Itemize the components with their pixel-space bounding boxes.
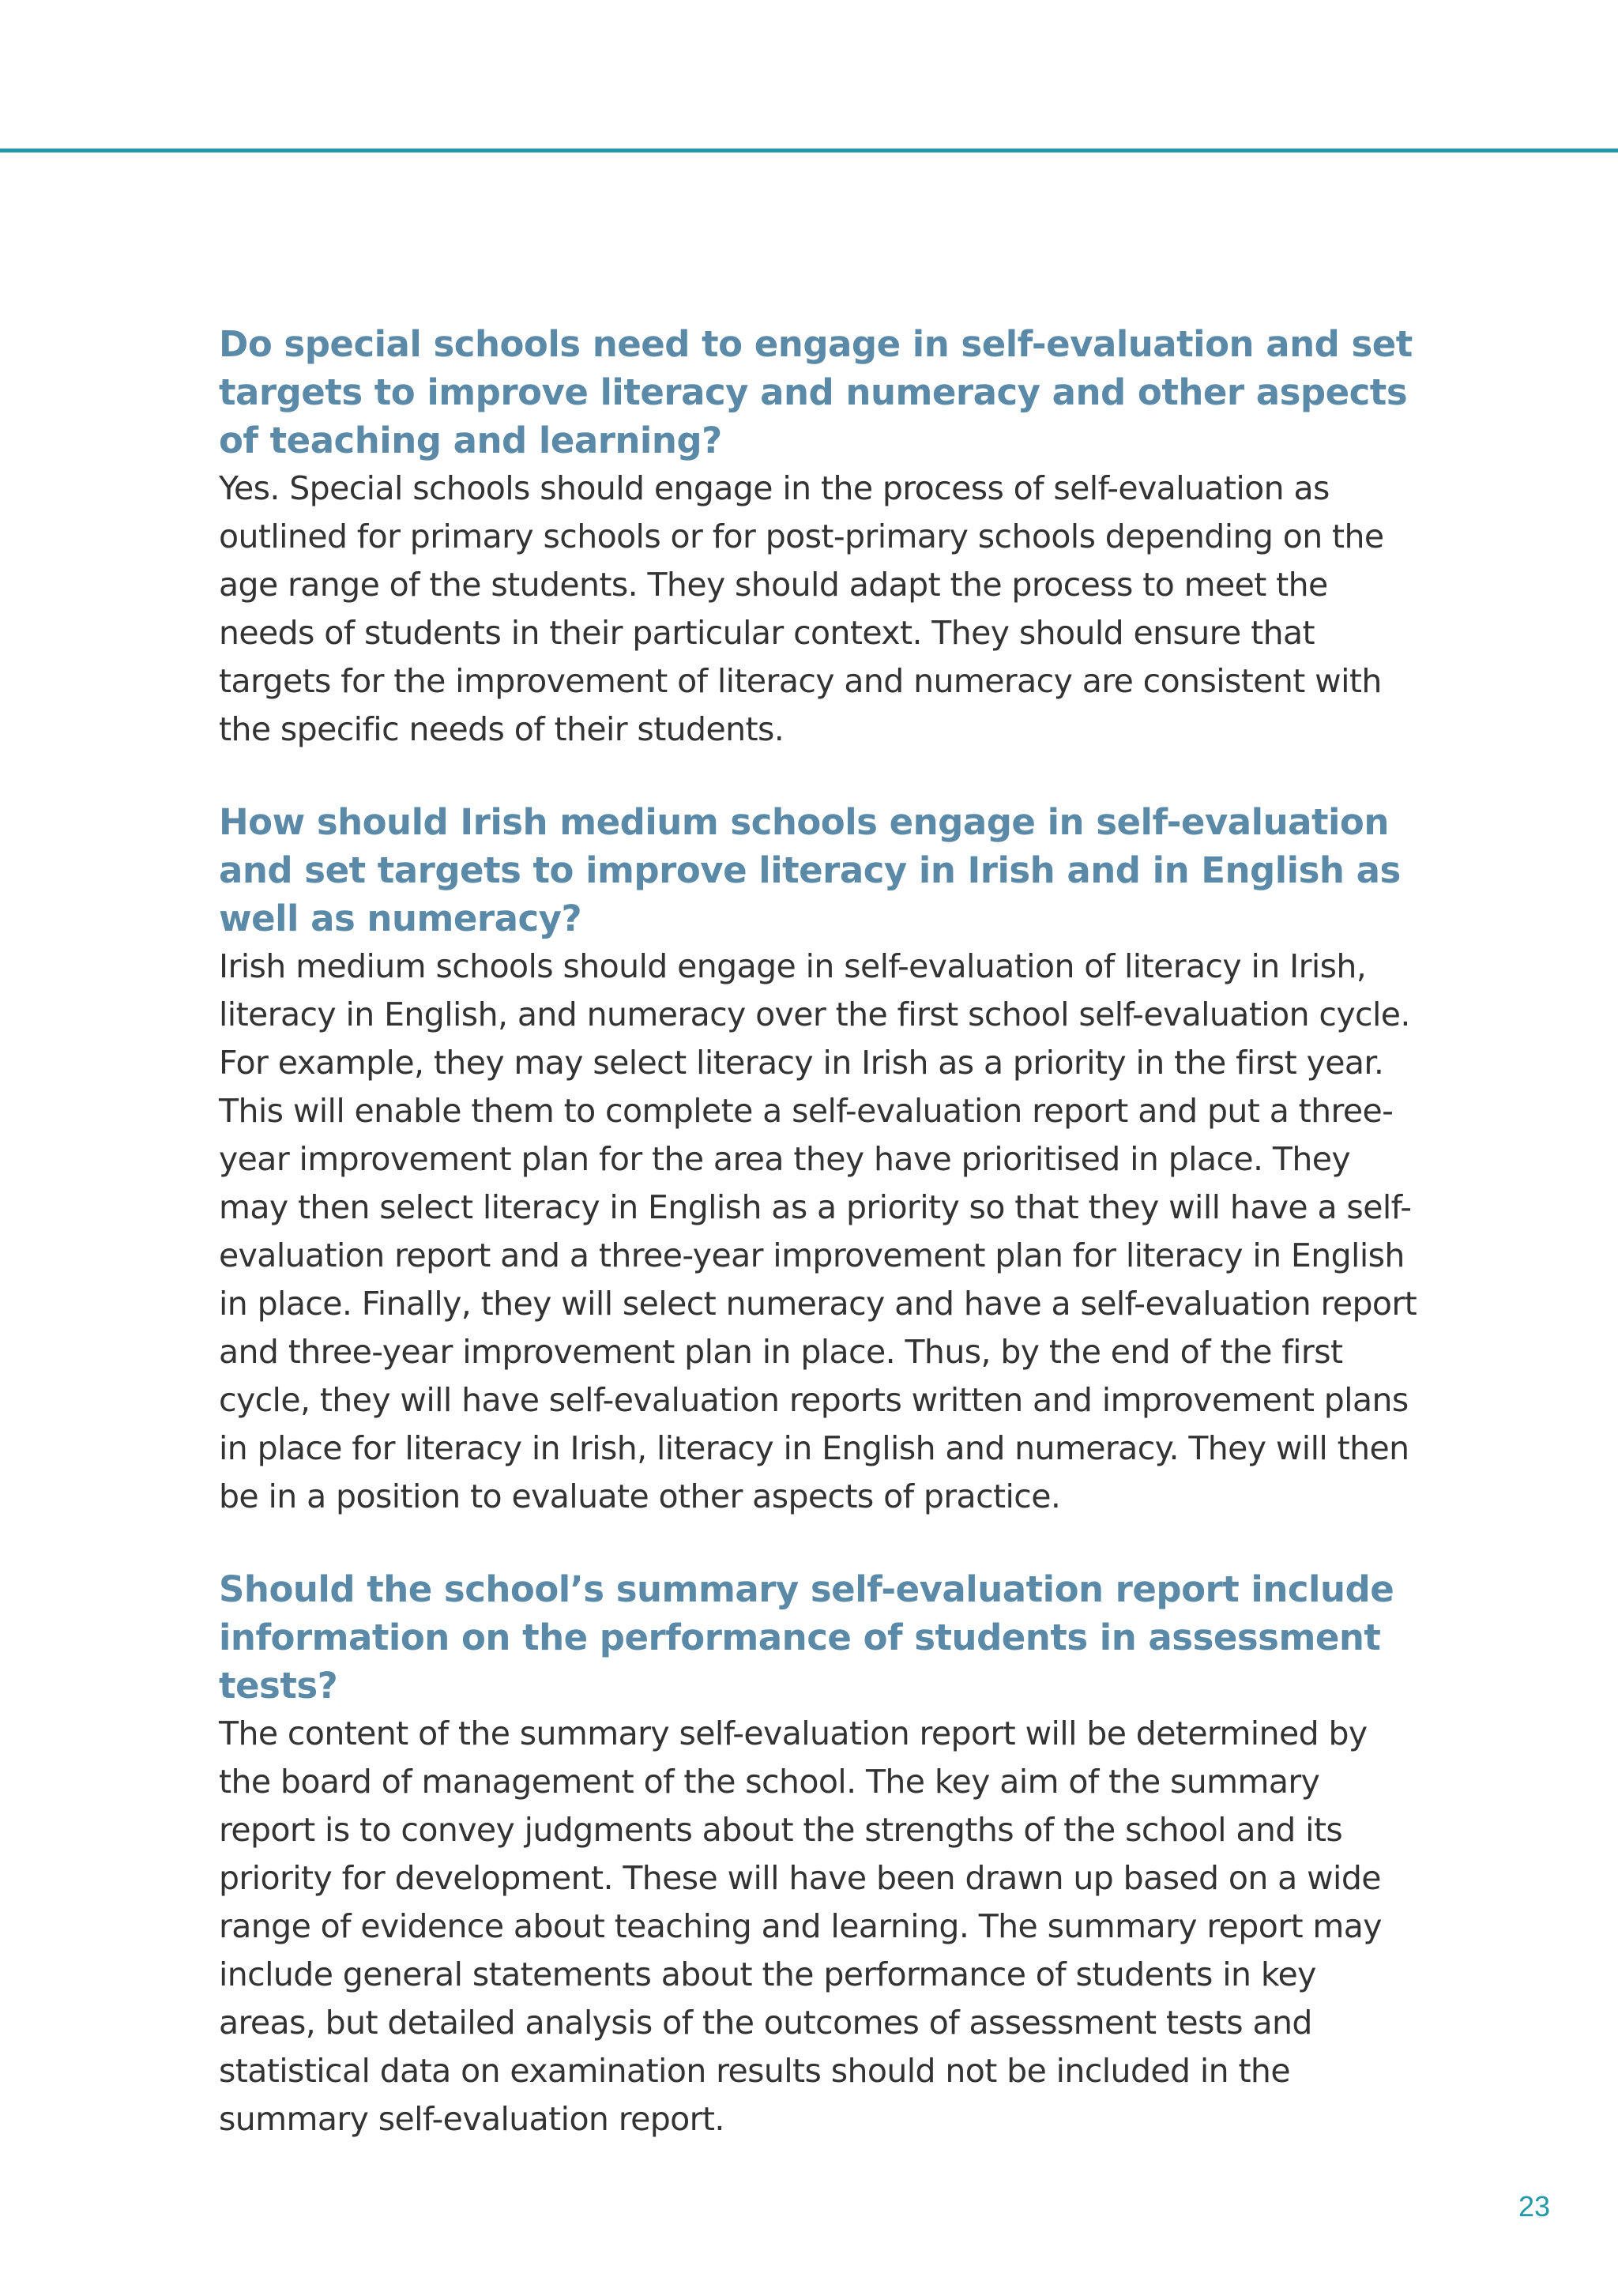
page-content [219, 320, 1420, 2188]
faq-question: Should the school’s summary self-evaluation report include information on the performance of students in assessment tests? [219, 1568, 1394, 1707]
faq-section-irish-medium-schools [219, 798, 1420, 1521]
faq-section-special-schools [219, 320, 1420, 754]
faq-answer: Yes. Special schools should engage in the process of self-evaluation as outlined for primary schools or for post-primary schools depending on the age range of the students. They should adapt the process to meet the needs of students in their particular context. They should ensure that targets for the improvement of literacy and numeracy are consistent with the specific needs of their students. [219, 469, 1384, 748]
header-rule [0, 149, 1618, 152]
faq-answer: The content of the summary self-evaluation report will be determined by the board of management of the school. The key aim of the summary report is to convey judgments about the strengths of the school and its priority for development. These will have been drawn up based on a wide range of evidence about teaching and learning. The summary report may include general statements about the performance of students in key areas, but detailed analysis of the outcomes of assessment tests and statistical data on examination results should not be included in the summary self-evaluation report. [219, 1714, 1382, 2138]
faq-answer: Irish medium schools should engage in self-evaluation of literacy in Irish, literacy in English, and numeracy over the first school self-evaluation cycle. For example, they may select literacy in Irish as a priority in the first year. This will enable them to complete a self-evaluation report and put a three-year improvement plan for the area they have prioritised in place. They may then select literacy in English as a priority so that they will have a self-evaluation report and a three-year improvement plan for literacy in English in place. Finally, they will select numeracy and have a self-evaluation report and three-year improvement plan in place. Thus, by the end of the first cycle, they will have self-evaluation reports written and improvement plans in place for literacy in Irish, literacy in English and numeracy. They will then be in a position to evaluate other aspects of practice. [219, 947, 1417, 1515]
page-number: 23 [1518, 2190, 1550, 2223]
faq-question: Do special schools need to engage in self-evaluation and set targets to improve literacy and numeracy and other aspects of teaching and learning? [219, 323, 1413, 461]
faq-question: How should Irish medium schools engage in self-evaluation and set targets to improve literacy in Irish and in English as well as numeracy? [219, 801, 1401, 939]
faq-section-summary-report [219, 1565, 1420, 2144]
